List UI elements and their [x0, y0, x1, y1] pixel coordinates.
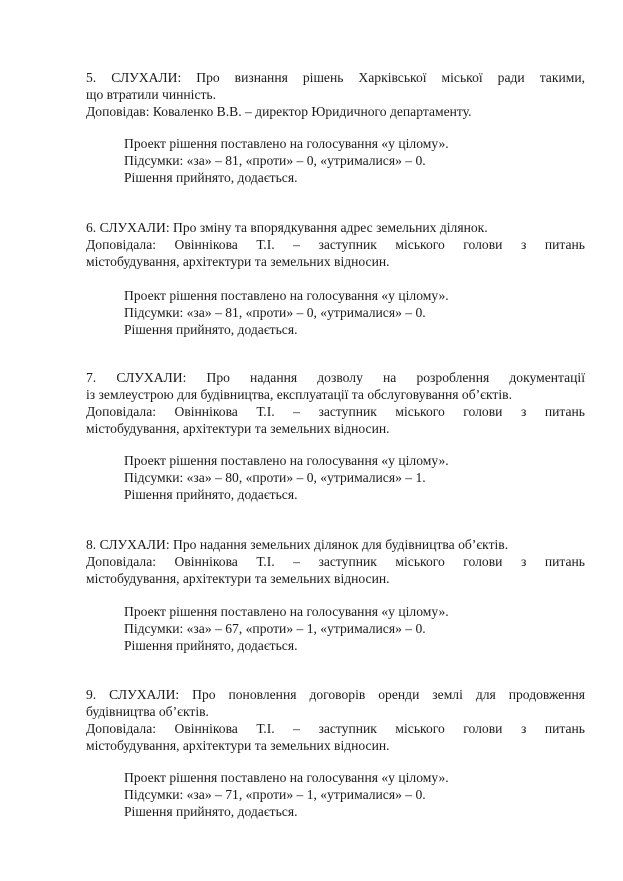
item-speaker-line: містобудування, архітектури та земельних відносин. — [86, 738, 390, 753]
vote-proposal-line: Проект рішення поставлено на голосування «у цілому». — [124, 288, 449, 303]
item-speaker-line: Доповідала: Овіннікова Т.І. – заступник міського голови з питань — [86, 554, 585, 569]
vote-results-line: Підсумки: «за» – 81, «проти» – 0, «утрималися» – 0. — [124, 153, 426, 168]
vote-decision-line: Рішення прийнято, додається. — [124, 638, 298, 653]
vote-decision-line: Рішення прийнято, додається. — [124, 487, 298, 502]
agenda-item-8 — [86, 536, 585, 587]
agenda-item-9 — [86, 686, 585, 754]
vote-proposal-line: Проект рішення поставлено на голосування «у цілому». — [124, 770, 449, 785]
agenda-item-6 — [86, 219, 585, 270]
item-title-line: 6. СЛУХАЛИ: Про зміну та впорядкування адрес земельних ділянок. — [86, 220, 488, 235]
vote-proposal-line: Проект рішення поставлено на голосування «у цілому». — [124, 604, 449, 619]
vote-proposal-line: Проект рішення поставлено на голосування «у цілому». — [124, 453, 449, 468]
item-title-line: 9. СЛУХАЛИ: Про поновлення договорів оренди землі для продовження — [86, 687, 585, 702]
vote-decision-line: Рішення прийнято, додається. — [124, 170, 298, 185]
item-speaker-line: містобудування, архітектури та земельних відносин. — [86, 571, 390, 586]
vote-block-7 — [124, 452, 564, 503]
vote-block-9 — [124, 769, 564, 820]
item-title-line: 7. СЛУХАЛИ: Про надання дозволу на розроблення документації — [86, 370, 585, 385]
item-speaker-line: містобудування, архітектури та земельних відносин. — [86, 421, 390, 436]
vote-block-5 — [124, 135, 564, 186]
agenda-item-5 — [86, 69, 585, 120]
vote-results-line: Підсумки: «за» – 80, «проти» – 0, «утрималися» – 1. — [124, 470, 426, 485]
vote-proposal-line: Проект рішення поставлено на голосування «у цілому». — [124, 136, 449, 151]
vote-decision-line: Рішення прийнято, додається. — [124, 322, 298, 337]
item-speaker-line: Доповідала: Овіннікова Т.І. – заступник міського голови з питань — [86, 237, 585, 252]
agenda-item-7 — [86, 369, 585, 437]
vote-block-8 — [124, 603, 564, 654]
item-title-line: будівництва об’єктів. — [86, 704, 209, 719]
vote-results-line: Підсумки: «за» – 81, «проти» – 0, «утрималися» – 0. — [124, 305, 426, 320]
vote-decision-line: Рішення прийнято, додається. — [124, 804, 298, 819]
item-speaker-line: Доповідала: Овіннікова Т.І. – заступник міського голови з питань — [86, 404, 585, 419]
item-title-line: із землеустрою для будівництва, експлуатації та обслуговування об’єктів. — [86, 387, 512, 402]
item-title-line: 8. СЛУХАЛИ: Про надання земельних ділянок для будівництва об’єктів. — [86, 537, 509, 552]
vote-results-line: Підсумки: «за» – 67, «проти» – 1, «утрималися» – 0. — [124, 621, 426, 636]
item-title-line: що втратили чинність. — [86, 87, 217, 102]
item-speaker-line: містобудування, архітектури та земельних відносин. — [86, 254, 390, 269]
item-title-line: 5. СЛУХАЛИ: Про визнання рішень Харківської міської ради такими, — [86, 70, 585, 85]
item-speaker-line: Доповідав: Коваленко В.В. – директор Юридичного департаменту. — [86, 104, 472, 119]
vote-results-line: Підсумки: «за» – 71, «проти» – 1, «утрималися» – 0. — [124, 787, 426, 802]
vote-block-6 — [124, 287, 564, 338]
item-speaker-line: Доповідала: Овіннікова Т.І. – заступник міського голови з питань — [86, 721, 585, 736]
